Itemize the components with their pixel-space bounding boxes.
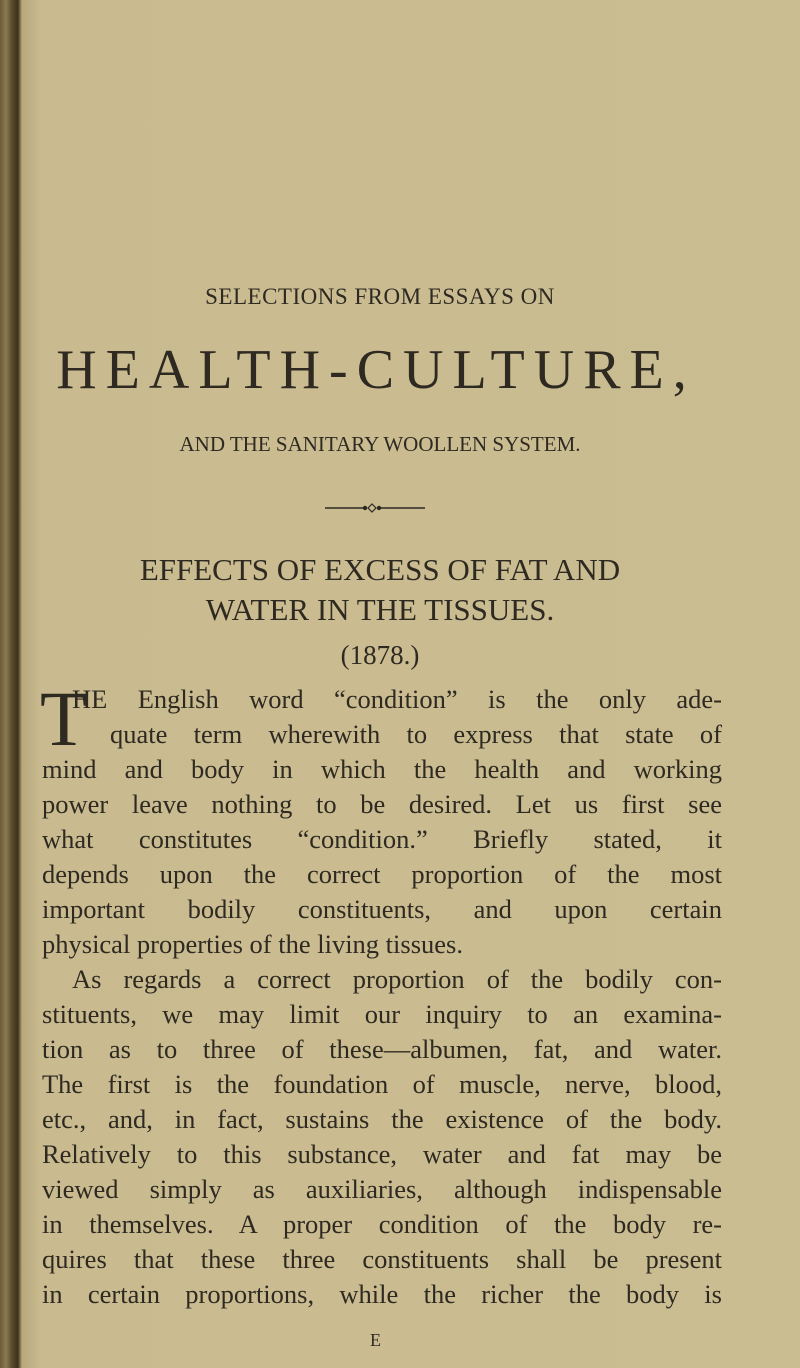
text-line: in themselves. A proper condition of the body re- — [42, 1209, 722, 1239]
text-line: HE English word “condition” is the only ade- — [72, 684, 722, 714]
text-line: viewed simply as auxiliaries, although indispensable — [42, 1174, 722, 1204]
essay-heading-line-1: EFFECTS OF EXCESS OF FAT AND — [139, 552, 621, 587]
text-line: mind and body in which the health and working — [42, 754, 722, 784]
book-title: HEALTH-CULTURE, — [56, 339, 696, 401]
text-line: important bodily constituents, and upon certain — [42, 894, 722, 924]
text-line: depends upon the correct proportion of the most — [42, 859, 722, 889]
essay-year: (1878.) — [340, 640, 420, 670]
text-line: what constitutes “condition.” Briefly stated, it — [42, 824, 722, 854]
text-line: The first is the foundation of muscle, nerve, blood, — [42, 1069, 722, 1099]
essay-heading-line-2: WATER IN THE TISSUES. — [205, 592, 555, 627]
text-line: Relatively to this substance, water and fat may be — [42, 1139, 722, 1169]
series-title: SELECTIONS FROM ESSAYS ON — [205, 284, 555, 309]
text-line: quires that these three constituents shall be present — [42, 1244, 722, 1274]
ornamental-rule-icon — [325, 500, 425, 516]
text-line: stituents, we may limit our inquiry to an examina- — [42, 999, 722, 1029]
text-line: in certain proportions, while the richer the body is — [42, 1279, 722, 1309]
text-line: quate term wherewith to express that state of — [110, 719, 722, 749]
signature-mark: E — [370, 1330, 381, 1350]
text-line: physical properties of the living tissues. — [42, 929, 463, 959]
text-line: tion as to three of these—albumen, fat, and water. — [42, 1034, 722, 1064]
drop-cap: T — [40, 675, 88, 762]
book-subtitle: AND THE SANITARY WOOLLEN SYSTEM. — [179, 432, 581, 456]
text-line: power leave nothing to be desired. Let us first see — [42, 789, 722, 819]
text-line: etc., and, in fact, sustains the existence of the body. — [42, 1104, 722, 1134]
text-line: As regards a correct proportion of the bodily con- — [72, 964, 722, 994]
